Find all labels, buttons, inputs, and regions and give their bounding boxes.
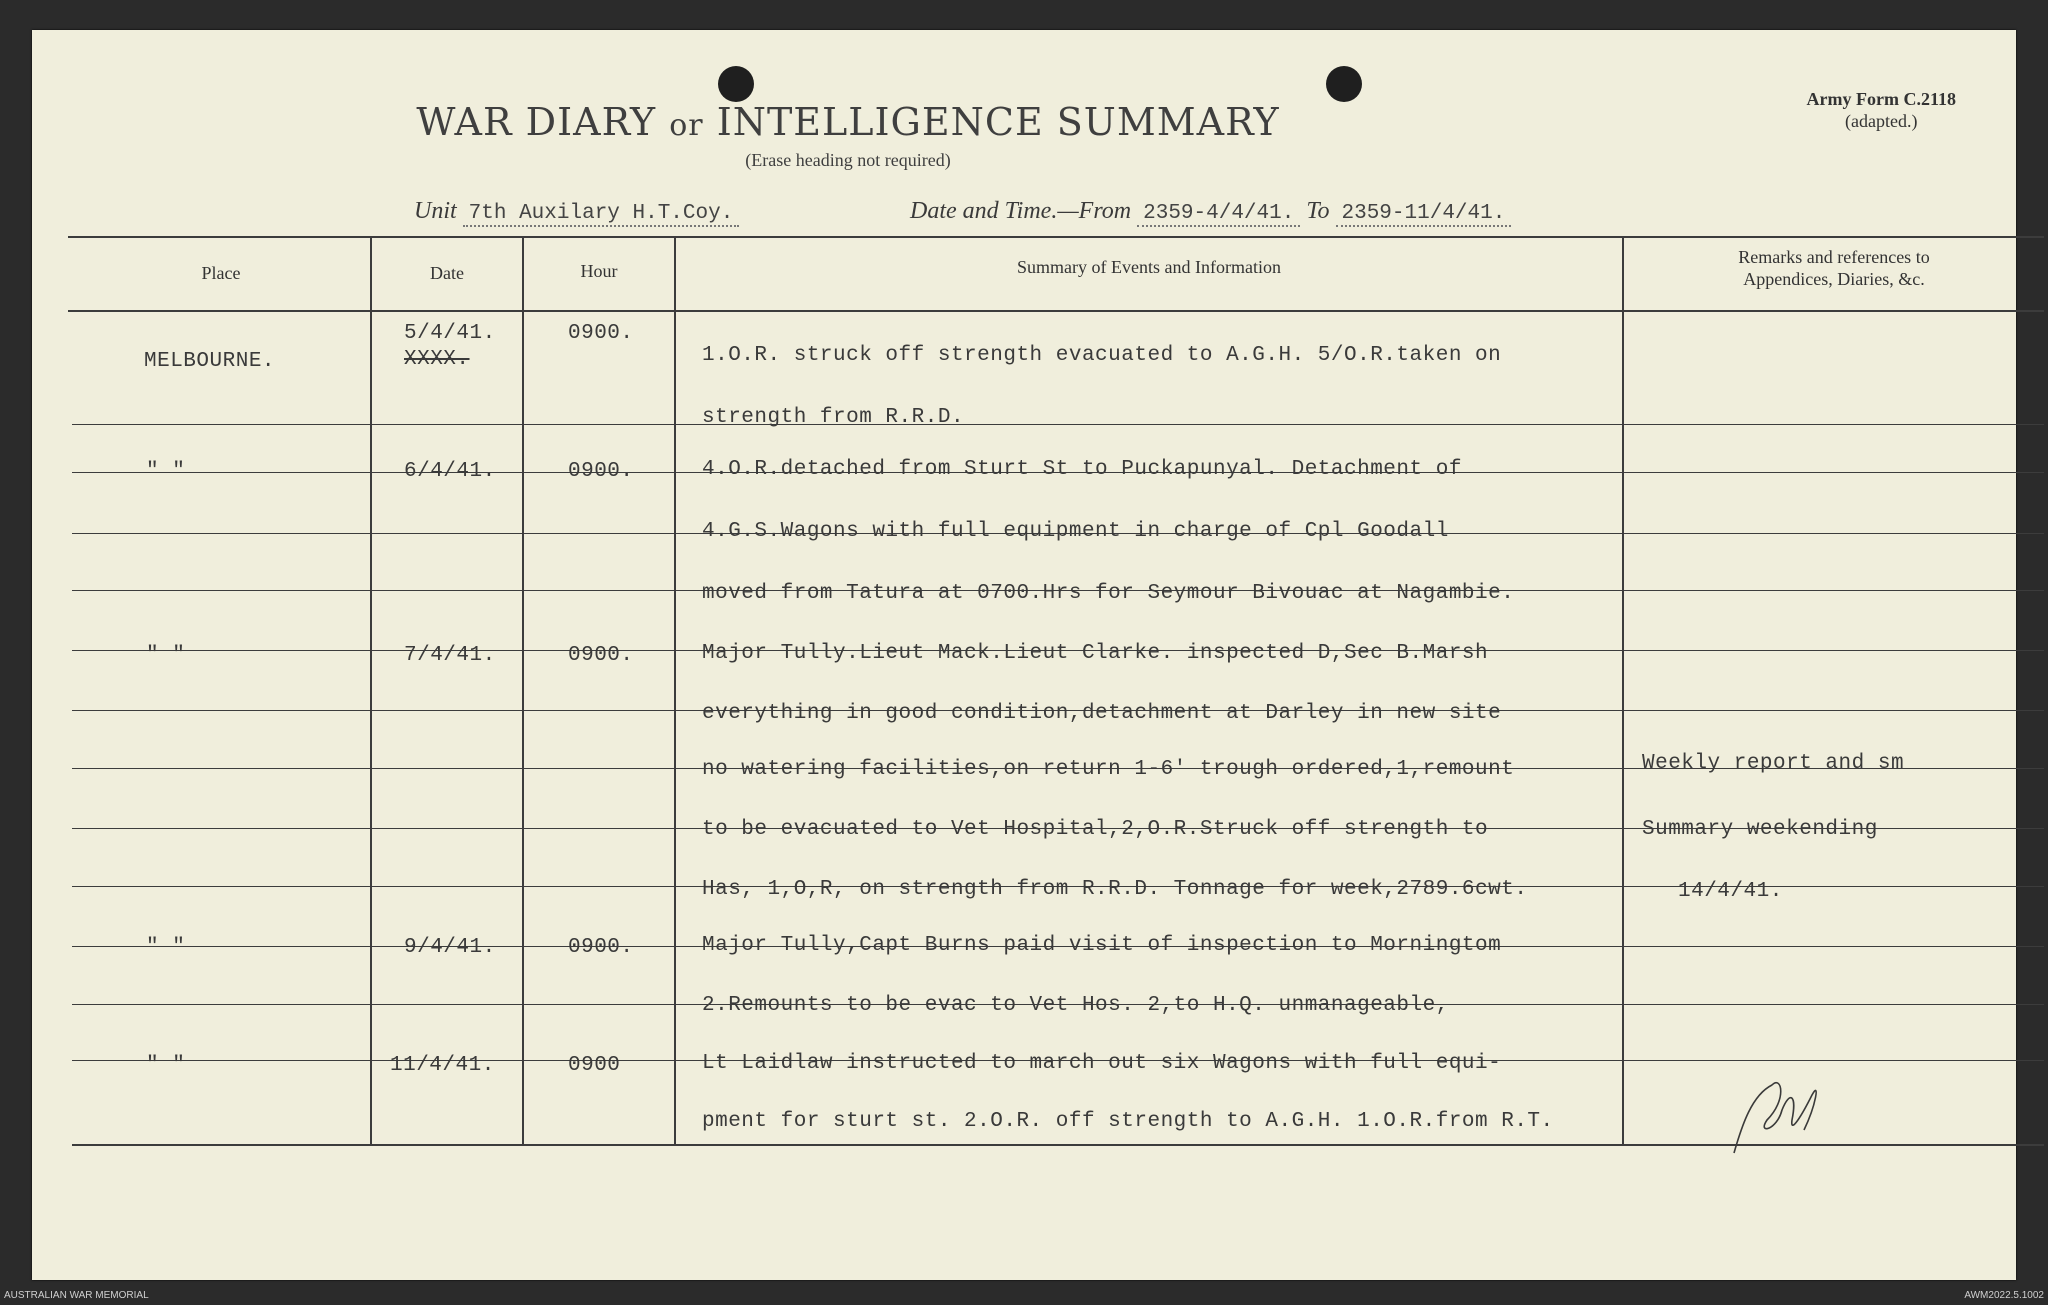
entry-line: 4.O.R.detached from Sturt St to Puckapunyal. Detachment of (702, 458, 1462, 481)
unit-value: 7th Auxilary H.T.Coy. (463, 202, 740, 227)
entry-line: pment for sturt st. 2.O.R. off strength to A.G.H. 1.O.R.from R.T. (702, 1110, 1554, 1133)
entry-place: " " (146, 644, 186, 667)
row-rule (72, 424, 2044, 425)
title-war-diary: WAR DIARY (416, 100, 657, 144)
column-header-date: Date (430, 263, 464, 283)
entry-place: " " (146, 460, 186, 483)
entry-line: 2.Remounts to be evac to Vet Hos. 2,to H.Q. unmanageable, (702, 994, 1449, 1017)
entry-hour: 0900. (568, 644, 634, 667)
to-value: 2359-11/4/41. (1336, 202, 1512, 227)
punch-hole (1326, 66, 1362, 102)
remarks-header-line: Appendices, Diaries, &c. (1743, 269, 1925, 289)
header-rule (68, 310, 2044, 312)
entry-line: Lt Laidlaw instructed to march out six Wagons with full equi- (702, 1052, 1502, 1075)
entry-line: Major Tully,Capt Burns paid visit of inspection to Morningtom (702, 934, 1502, 957)
column-header-place: Place (201, 263, 241, 283)
war-diary-sheet (32, 30, 2016, 1280)
handwritten-signature (1732, 1075, 1842, 1155)
column-header-remarks (1624, 246, 2044, 290)
entry-date-struck: XXXX. (404, 348, 470, 371)
entry-line: to be evacuated to Vet Hospital,2,O.R.Struck off strength to (702, 818, 1489, 841)
unit-line (414, 198, 739, 225)
title-or: or (669, 108, 704, 143)
punch-hole (718, 66, 754, 102)
entry-date: 7/4/41. (404, 644, 496, 667)
remarks-line: Summary weekending (1642, 818, 1878, 841)
entry-line: no watering facilities,on return 1-6' trough ordered,1,remount (702, 758, 1515, 781)
entry-line: 4.G.S.Wagons with full equipment in charge of Cpl Goodall (702, 520, 1449, 543)
entry-line: strength from R.R.D. (702, 406, 965, 429)
col-divider (370, 236, 372, 1146)
col-divider (522, 236, 524, 1146)
from-value: 2359-4/4/41. (1137, 202, 1300, 227)
entry-hour: 0900. (568, 460, 634, 483)
remarks-header-line: Remarks and references to (1738, 247, 1930, 267)
title-intelligence-summary: INTELLIGENCE SUMMARY (716, 100, 1280, 144)
footer-source: AUSTRALIAN WAR MEMORIAL (4, 1290, 149, 1301)
entry-line: Major Tully.Lieut Mack.Lieut Clarke. inspected D,Sec B.Marsh (702, 642, 1489, 665)
entry-date: 11/4/41. (390, 1054, 495, 1077)
column-header-summary: Summary of Events and Information (1017, 257, 1281, 277)
entry-line: Has, 1,O,R, on strength from R.R.D. Tonnage for week,2789.6cwt. (702, 878, 1528, 901)
table-top-rule (68, 236, 2044, 238)
entry-date: 5/4/41. (404, 322, 496, 345)
col-divider (674, 236, 676, 1146)
entry-date: 6/4/41. (404, 460, 496, 483)
footer-id: AWM2022.5.1002 (1964, 1290, 2044, 1301)
remarks-line: Weekly report and sm (1642, 752, 1905, 775)
date-time-line (910, 198, 1511, 225)
page-title (32, 100, 1664, 144)
remarks-line: 14/4/41. (1678, 880, 1783, 903)
entry-hour: 0900. (568, 322, 634, 345)
subtitle: (Erase heading not required) (745, 150, 951, 170)
entry-place: " " (146, 1054, 186, 1077)
form-number: Army Form C.2118 (1806, 89, 1956, 109)
entry-hour: 0900 (568, 1054, 621, 1077)
to-label: To (1306, 198, 1330, 224)
entry-line: moved from Tatura at 0700.Hrs for Seymour Bivouac at Nagambie. (702, 582, 1515, 605)
entry-line: 1.O.R. struck off strength evacuated to A.G.H. 5/O.R.taken on (702, 344, 1502, 367)
column-header-hour: Hour (580, 261, 618, 281)
entry-line: everything in good condition,detachment at Darley in new site (702, 702, 1502, 725)
col-divider (1622, 236, 1624, 1146)
unit-label: Unit (414, 198, 457, 224)
form-reference (1807, 88, 1956, 132)
entry-place: " " (146, 936, 186, 959)
entry-date: 9/4/41. (404, 936, 496, 959)
form-adapted: (adapted.) (1845, 111, 1918, 131)
date-label: Date and Time.—From (910, 198, 1132, 224)
entry-place: MELBOURNE. (144, 350, 276, 373)
entry-hour: 0900. (568, 936, 634, 959)
